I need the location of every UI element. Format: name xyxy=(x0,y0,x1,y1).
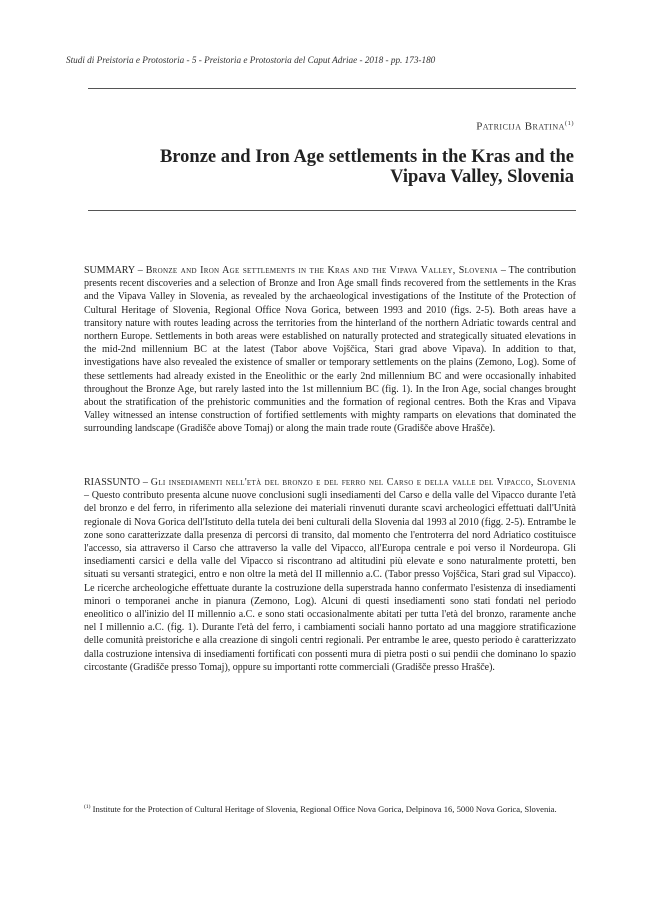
article-title: Bronze and Iron Age settlements in the Kras and the Vipava Valley, Slovenia xyxy=(159,147,574,187)
footnote-text: Institute for the Protection of Cultural Heritage of Slovenia, Regional Office Nova Gorica, Delpinova 16, 5000 Nova Gorica, Slovenia. xyxy=(92,803,557,814)
author-name: Patricija Bratina xyxy=(476,120,565,133)
footnote-marker: (1) xyxy=(84,804,91,810)
author-line xyxy=(476,120,574,133)
riassunto-heading: Gli insediamenti nell'età del bronzo e del ferro nel Carso e della valle del Vipacco, Slovenia xyxy=(150,477,577,488)
footnote xyxy=(84,802,576,815)
running-header: Studi di Preistoria e Protostoria - 5 - Preistoria e Protostoria del Caput Adriae - 2018 - pp. 173-180 xyxy=(66,55,436,65)
riassunto-text: – Questo contributo presenta alcune nuove conclusioni sugli insediamenti del Carso e della valle del Vipacco durante l'età del bronzo e del ferro, in riferimento alla selezione dei materiali rinvenuti durante scavi archeologici effettuati dall'Unità regionale di Nova Gorica dell'Istituto della tutela dei beni culturali della Slovenia dal 1993 al 2010 (figg. 2-5). Entrambe le zone sono caratterizzate dalla presenza di percorsi di transito, dal momento che l'entroterra del nord Adriatico costituisce l'accesso, sia attraverso il Carso che attraverso la valle del Vipacco, all'Europa centrale e poi verso il Nordeuropa. Gli insediamenti carsici e della valle del Vipacco si riscontrano ad altitudini più elevate e sono naturalmente protetti, ben situati su versanti strategici, entro e non oltre la metà del II millennio a.C. (Tabor presso Vojščica, Stari grad sul Vipacco). Le ricerche archeologiche effettuate durante la costruzione della superstrada hanno confermato l'esistenza di insediamenti minori o temporanei anche in pianura (Zemono, Log). Alcuni di questi insediamenti sono stati fondati nel periodo eneolitico o all'inizio del II millennio a.C. e sono stati occasionalmente abitati per tutta l'età del bronzo, raramente anche nel I millennio a.C. (fig. 1). Durante l'età del ferro, i cambiamenti sociali hanno portato ad una maggiore stratificazione delle comunità preistoriche e alla creazione di singoli centri regionali. Per entrambe le aree, questo periodo è caratterizzato dalla costruzione intensiva di insediamenti fortificati con possenti mura di pietra posti o sui pendii che dominano lo spazio circostante (Gradišče presso Tomaj), oppure su importanti rotte commerciali (Gradišče presso Hrašče). xyxy=(84,490,576,673)
title-rule xyxy=(88,210,576,211)
summary-label: SUMMARY xyxy=(84,265,135,276)
riassunto-label: RIASSUNTO xyxy=(84,477,140,488)
summary-paragraph xyxy=(84,264,576,436)
summary-heading: Bronze and Iron Age settlements in the Kras and the Vipava Valley, Slovenia xyxy=(145,265,498,276)
author-footnote-marker: (1) xyxy=(564,120,574,127)
riassunto-dash: – xyxy=(139,477,151,488)
header-rule xyxy=(88,88,576,89)
riassunto-paragraph xyxy=(84,476,576,674)
summary-text: – The contribution presents recent discoveries and a selection of Bronze and Iron Age small finds recovered from the settlements in the Kras and the Vipava Valley in Slovenia, as revealed by the archaeological investigations of the Institute of the Protection of Cultural Heritage of Slovenia, Regional Office Nova Gorica, between 1993 and 2010 (figs. 2-5). Both areas have a transitory nature with routes leading across the territories from the hinterland of the northern Adriatic towards central and northern Europe. Settlements in both areas were established on naturally protected and strategically situated elevations in the mid-2nd millennium BC at the latest (Tabor above Vojščica, Stari grad above Vipava). In addition to that, investigations have also revealed the existence of smaller or temporary settlements on the plains (Zemono, Log). Some of these settlements had already existed in the Eneolithic or the early 2nd millennium BC and were occasionally inhabited throughout the Bronze Age, but rarely lasted into the 1st millennium BC (fig. 1). In the Iron Age, social changes brought about the stratification of the prehistoric communities and the formation of regional centres. Both the Kras and Vipava Valley witnessed an intense construction of fortified settlements with mighty ramparts on elevations that dominated the surrounding landscape (Gradišče above Tomaj) or along the main trade route (Gradišče above Hrašče). xyxy=(84,265,576,435)
summary-dash: – xyxy=(134,265,146,276)
